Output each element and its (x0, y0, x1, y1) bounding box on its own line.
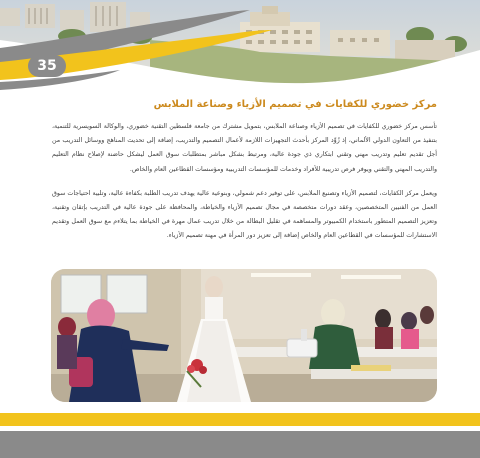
paragraph-2: ويعمل مركز الكفايات، لتصميم الأزياء وتصنيع الملابس، على توفير دعم شمولي، وبنوعية عالية يهدف تدريب الطلبة بكفاءة عالية، وتلبية احتياجات سوق العمل من الفنيين المتخصصين، وعقد دورات متخصصة في مجال تصميم الأزياء والخياطة، والمحافظة على جودة عالية في التدريب بإتقان وتقنية، وتعزيز التصميم المتطور باستخدام الكمبيوتر والمساهمة في تقليل البطالة من خلال تدريب عمال مهرة في الخياطة بما يتلاءم مع سوق العمل وتقديم الاستشارات للمؤسسات في القطاعين العام والخاص إضافة إلى تعزيز دور المرأة في مهنة تصميم الأزياء. (51, 189, 437, 240)
section-title: مركز خضوري للكفايات في تصميم الأزياء وصناعة الملابس (153, 99, 437, 110)
paragraph-1: تأسس مركز خضوري للكفايات في تصميم الأزياء وصناعة الملابس، بتمويل مشترك من جامعة فلسطين التقنية خضوري، والوكالة السويسرية للتنمية، بتنفيذ من التعاون الدولي الألماني، إذ زُوِّد المركز بأحدث التجهيزات اللازمة لأعمال التصميم والتدريب، إضافة إلى تحديث المناهج ووسائل التدريب من أجل تقديم تعليم وتدريب مهني وتقني ابتكاري ذي جودة عالية، ومرتبط بشكل مباشر بمتطلبات سوق العمل ليشكل حاضنة لإصلاح نظام التعليم والتدريب المهني والتقني ويوفر فرص تدريبية للأفراد وخدمات للمؤسسات التدريبية ومؤسسات القطاعين العام والخاص. (52, 123, 437, 173)
page-number: 35 (37, 58, 57, 74)
footer-gray-bar (0, 431, 480, 458)
header-banner (0, 0, 480, 92)
header-cityscape-image (0, 0, 480, 92)
footer-yellow-bar (0, 413, 480, 426)
article-body (52, 98, 437, 254)
sewing-workshop-image (51, 269, 437, 402)
sewing-workshop-photo (51, 269, 437, 402)
